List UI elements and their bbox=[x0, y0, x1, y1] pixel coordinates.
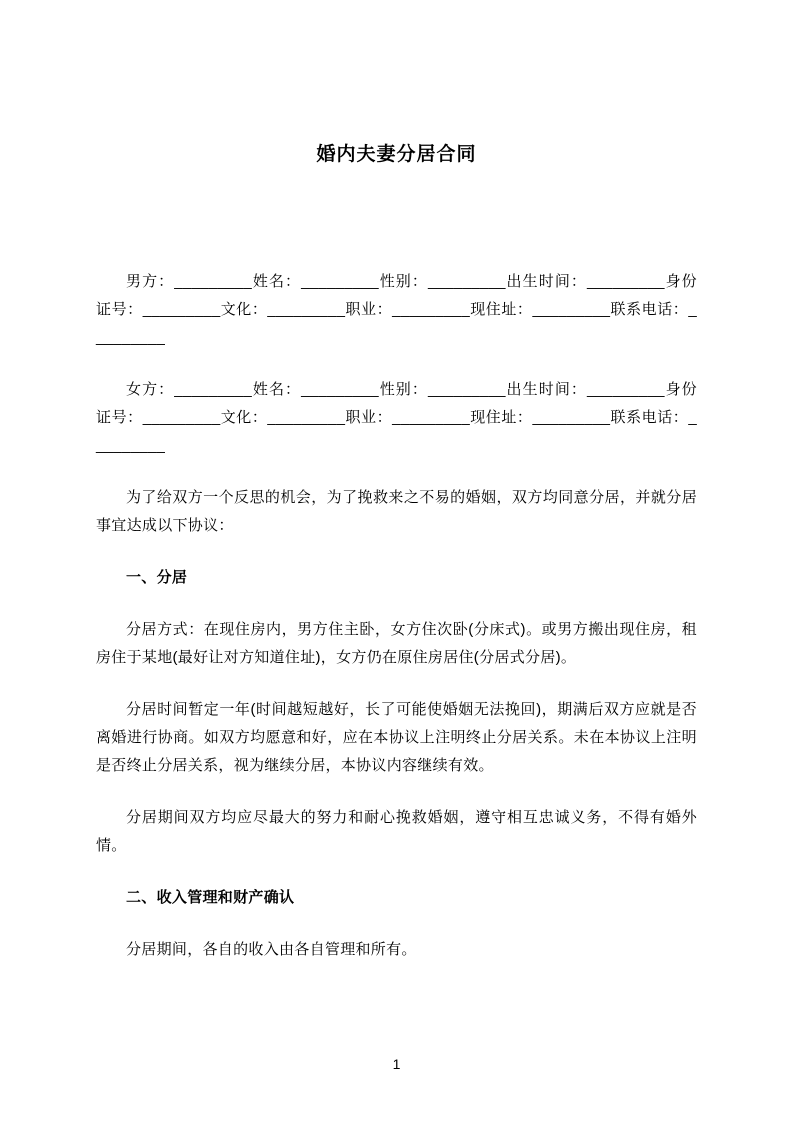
section-2-heading: 二、收入管理和财产确认 bbox=[126, 889, 295, 906]
party-a-info-paragraph: 男方：_________姓名：_________性别：_________出生时间：_________身份证号：_________文化：_________职业：_________现住址：_________联系电话：_________ bbox=[96, 273, 697, 346]
section-1-heading: 一、分居 bbox=[126, 569, 188, 586]
separation-method-paragraph: 分居方式：在现住房内，男方住主卧，女方住次卧(分床式)。或男方搬出现住房，租房住于某地(最好让对方知道住址)，女方仍在原住房居住(分居式分居)。 bbox=[96, 621, 697, 666]
separation-duration-paragraph: 分居时间暂定一年(时间越短越好，长了可能使婚姻无法挽回)，期满后双方应就是否离婚进行协商。如双方均愿意和好，应在本协议上注明终止分居关系。未在本协议上注明是否终止分居关系，视为继续分居，本协议内容继续有效。 bbox=[96, 701, 697, 774]
preamble-paragraph: 为了给双方一个反思的机会，为了挽救来之不易的婚姻，双方均同意分居，并就分居事宜达成以下协议： bbox=[96, 489, 697, 534]
fidelity-obligation-paragraph: 分居期间双方均应尽最大的努力和耐心挽救婚姻，遵守相互忠诚义务，不得有婚外情。 bbox=[96, 809, 697, 854]
income-management-paragraph: 分居期间，各自的收入由各自管理和所有。 bbox=[126, 941, 417, 958]
party-b-info-paragraph: 女方：_________姓名：_________性别：_________出生时间：_________身份证号：_________文化：_________职业：_________现住址：_________联系电话：_________ bbox=[96, 381, 697, 454]
page-number: 1 bbox=[392, 1056, 401, 1072]
document-title: 婚内夫妻分居合同 bbox=[316, 144, 477, 165]
